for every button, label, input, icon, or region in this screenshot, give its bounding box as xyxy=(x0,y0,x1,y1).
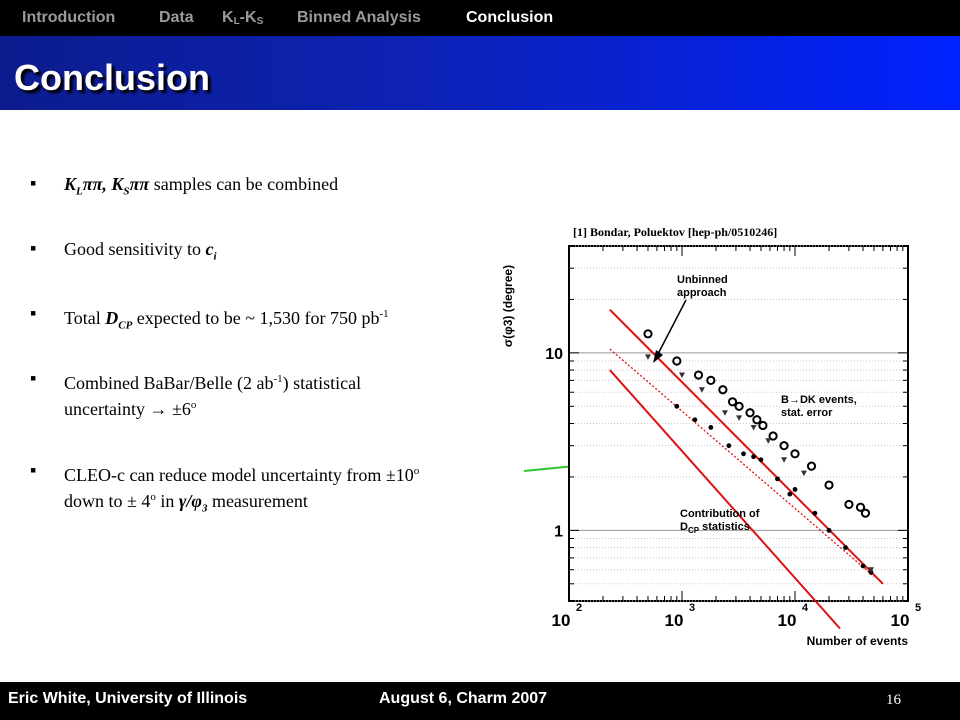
b1-pipi-1: ππ, xyxy=(82,174,112,194)
annotation-bdk: B→DK events, stat. error xyxy=(781,394,857,419)
b3-sub: CP xyxy=(118,319,133,332)
b3-mid: expected to be ~ 1,530 for 750 pb xyxy=(132,308,380,328)
b5-pre: CLEO-c can reduce model uncertainty from ±10 xyxy=(64,465,414,485)
b2-sub: i xyxy=(213,250,217,263)
x-tick-exponent: 3 xyxy=(688,602,696,614)
nav-data[interactable]: Data xyxy=(159,9,194,26)
b2-c: c xyxy=(205,239,214,259)
x-tick-exponent: 2 xyxy=(575,602,583,614)
filled-circle-point xyxy=(741,451,746,456)
nav-conclusion[interactable]: Conclusion xyxy=(466,9,554,26)
annotation-dcp: Contribution of $D_{CP}$ statistics xyxy=(680,508,760,535)
chart-title: [1] Bondar, Poluektov [hep-ph/0510246] xyxy=(573,225,778,239)
filled-circle-point xyxy=(787,492,792,497)
bullet-marker: ▪ xyxy=(30,303,37,323)
b1-ks-sub: S xyxy=(123,185,130,198)
nav-ks-sub: S xyxy=(256,16,264,27)
filled-circle-point xyxy=(759,457,764,462)
b1-ks: K xyxy=(111,174,124,194)
filled-circle-point xyxy=(775,476,780,481)
nav-kl-sub: L xyxy=(233,16,240,27)
footer-bar xyxy=(0,682,960,720)
y-axis-label: σ(φ3) (degree) xyxy=(501,264,515,348)
filled-circle-point xyxy=(692,417,697,422)
x-tick-label: 10 xyxy=(890,611,910,630)
b4-sup: -1 xyxy=(273,373,283,385)
x-tick-label: 10 xyxy=(551,611,571,630)
sensitivity-plot xyxy=(490,212,920,652)
b4-deg: o xyxy=(190,399,197,411)
b1-rest: samples can be combined xyxy=(149,174,339,194)
filled-circle-point xyxy=(793,487,798,492)
page-number: 16 xyxy=(886,692,901,708)
filled-circle-point xyxy=(674,404,679,409)
x-tick-exponent: 4 xyxy=(801,602,809,614)
bullet-marker: ▪ xyxy=(30,460,37,480)
b1-kl: K xyxy=(64,174,77,194)
footer-date: August 6, Charm 2007 xyxy=(379,690,548,707)
bullet-marker: ▪ xyxy=(30,173,37,193)
x-axis-label: Number of events xyxy=(806,634,908,648)
b4-line2: uncertainty → ±6 xyxy=(64,399,191,419)
b2-text: Good sensitivity to xyxy=(64,239,206,259)
b4-pre: Combined BaBar/Belle (2 ab xyxy=(64,373,274,393)
x-tick-label: 10 xyxy=(664,611,684,630)
y-tick-label: 1 xyxy=(554,523,563,541)
x-tick-exponent: 5 xyxy=(914,602,922,614)
nav-dash-k: -K xyxy=(239,9,257,26)
b5-deg1: o xyxy=(413,465,420,477)
b5-deg2: o xyxy=(150,491,156,503)
filled-circle-point xyxy=(861,564,866,569)
bullet-marker: ▪ xyxy=(30,368,37,388)
nav-kl: K xyxy=(222,9,234,26)
b3-d: D xyxy=(105,308,119,328)
b1-pipi-2: ππ xyxy=(129,174,150,194)
y-tick-label: 10 xyxy=(545,345,563,363)
b5-in: in xyxy=(155,491,179,511)
filled-circle-point xyxy=(751,454,756,459)
page-title: Conclusion xyxy=(14,57,210,98)
b1-kl-sub: L xyxy=(76,185,83,198)
filled-circle-point xyxy=(843,545,848,550)
b5-gamma: γ/φ xyxy=(178,491,202,511)
bullet-marker: ▪ xyxy=(30,238,37,258)
b5-line2-pre: down to ± 4 xyxy=(64,491,151,511)
b5-sub: 3 xyxy=(201,502,208,515)
filled-circle-point xyxy=(708,425,713,430)
b3-sup: -1 xyxy=(379,308,389,320)
nav-binned-analysis[interactable]: Binned Analysis xyxy=(297,9,421,26)
annotation-unbinned: Unbinned approach xyxy=(677,274,728,299)
footer-author: Eric White, University of Illinois xyxy=(8,690,248,707)
b5-end: measurement xyxy=(207,491,308,511)
filled-circle-point xyxy=(827,528,832,533)
filled-circle-point xyxy=(726,443,731,448)
filled-circle-point xyxy=(812,511,817,516)
b3-pre: Total xyxy=(64,308,106,328)
x-tick-label: 10 xyxy=(777,611,797,630)
nav-introduction[interactable]: Introduction xyxy=(22,9,116,26)
b4-post: ) statistical xyxy=(282,373,362,393)
